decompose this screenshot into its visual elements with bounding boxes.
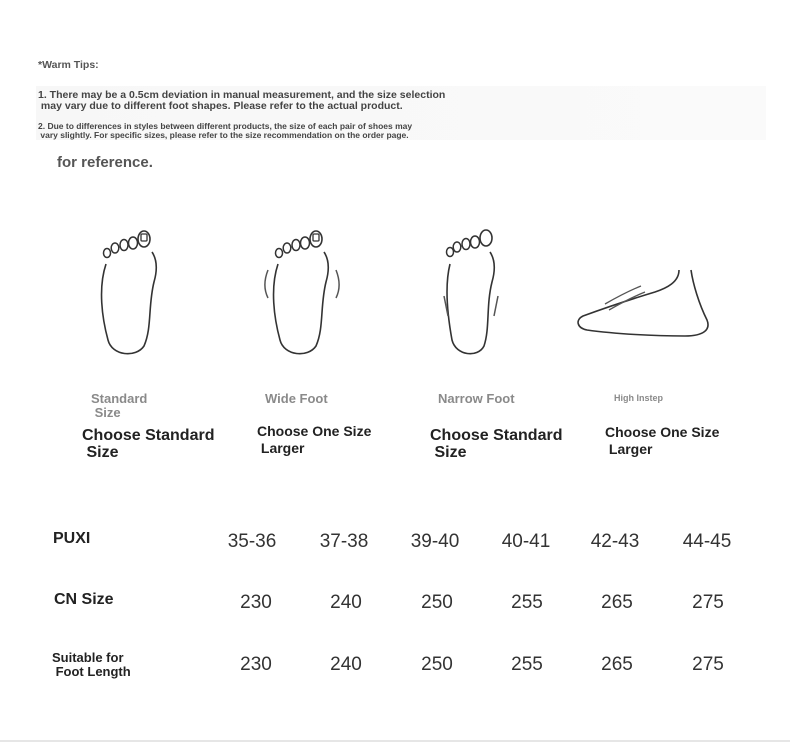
tip-1-line-1: 1. There may be a 0.5cm deviation in manual measurement, and the size selection [38,89,446,101]
reference-note: for reference. [57,154,153,171]
row-label-line: Foot Length [52,664,131,679]
table-cell: 265 [601,592,633,613]
table-cell: 230 [240,592,272,613]
tip-1-line-2: may vary due to different foot shapes. Please refer to the actual product. [38,100,403,112]
wide-foot-icon [262,228,342,364]
foot-type-label-narrow: Narrow Foot [438,391,515,406]
tip-2-line-1: 2. Due to differences in styles between different products, the size of each pair of shoes may [38,121,413,131]
table-cell: 255 [511,592,543,613]
tip-1 [38,90,538,112]
foot-type-label-line: Size [91,405,121,420]
table-cell: 230 [240,654,272,675]
table-cell: 240 [330,654,362,675]
advice-wide [257,423,371,457]
table-cell: 37-38 [319,531,369,552]
warm-tips-title: *Warm Tips: [38,59,99,71]
table-cell: 40-41 [501,531,551,552]
table-cell: 265 [601,654,633,675]
advice-line: Size [82,444,119,461]
advice-standard [82,427,214,461]
row-label-line: Suitable for [52,650,124,665]
tip-2-line-2: vary slightly. For specific sizes, please refer to the size recommendation on the order page. [38,130,409,140]
table-cell: 250 [421,592,453,613]
advice-line: Choose Standard [430,427,563,444]
advice-narrow [430,427,562,461]
foot-type-label-high-instep: High Instep [614,393,663,403]
tip-2 [38,122,518,140]
row-label-puxi: PUXI [53,530,91,547]
advice-line: Size [430,444,467,461]
standard-foot-icon [96,228,162,364]
divider [0,740,790,742]
table-cell: 250 [421,654,453,675]
table-cell: 42-43 [590,531,640,552]
advice-line: Larger [257,440,305,456]
table-cell: 255 [511,654,543,675]
high-instep-foot-icon [575,264,715,344]
advice-line: Larger [605,441,653,457]
table-cell: 275 [692,592,724,613]
table-cell: 240 [330,592,362,613]
advice-line: Choose One Size [257,423,372,439]
table-cell: 275 [692,654,724,675]
table-cell: 39-40 [410,531,460,552]
row-label-cn-size: CN Size [54,591,114,608]
advice-line: Choose Standard [82,427,215,444]
foot-type-label-standard [91,392,147,420]
advice-high-instep [605,424,719,458]
advice-line: Choose One Size [605,424,720,440]
table-cell: 35-36 [227,531,277,552]
foot-type-label-line: Standard [91,391,148,406]
row-label-foot-length [52,651,131,679]
narrow-foot-icon [438,226,504,364]
foot-type-label-wide: Wide Foot [265,391,328,406]
table-cell: 44-45 [682,531,732,552]
